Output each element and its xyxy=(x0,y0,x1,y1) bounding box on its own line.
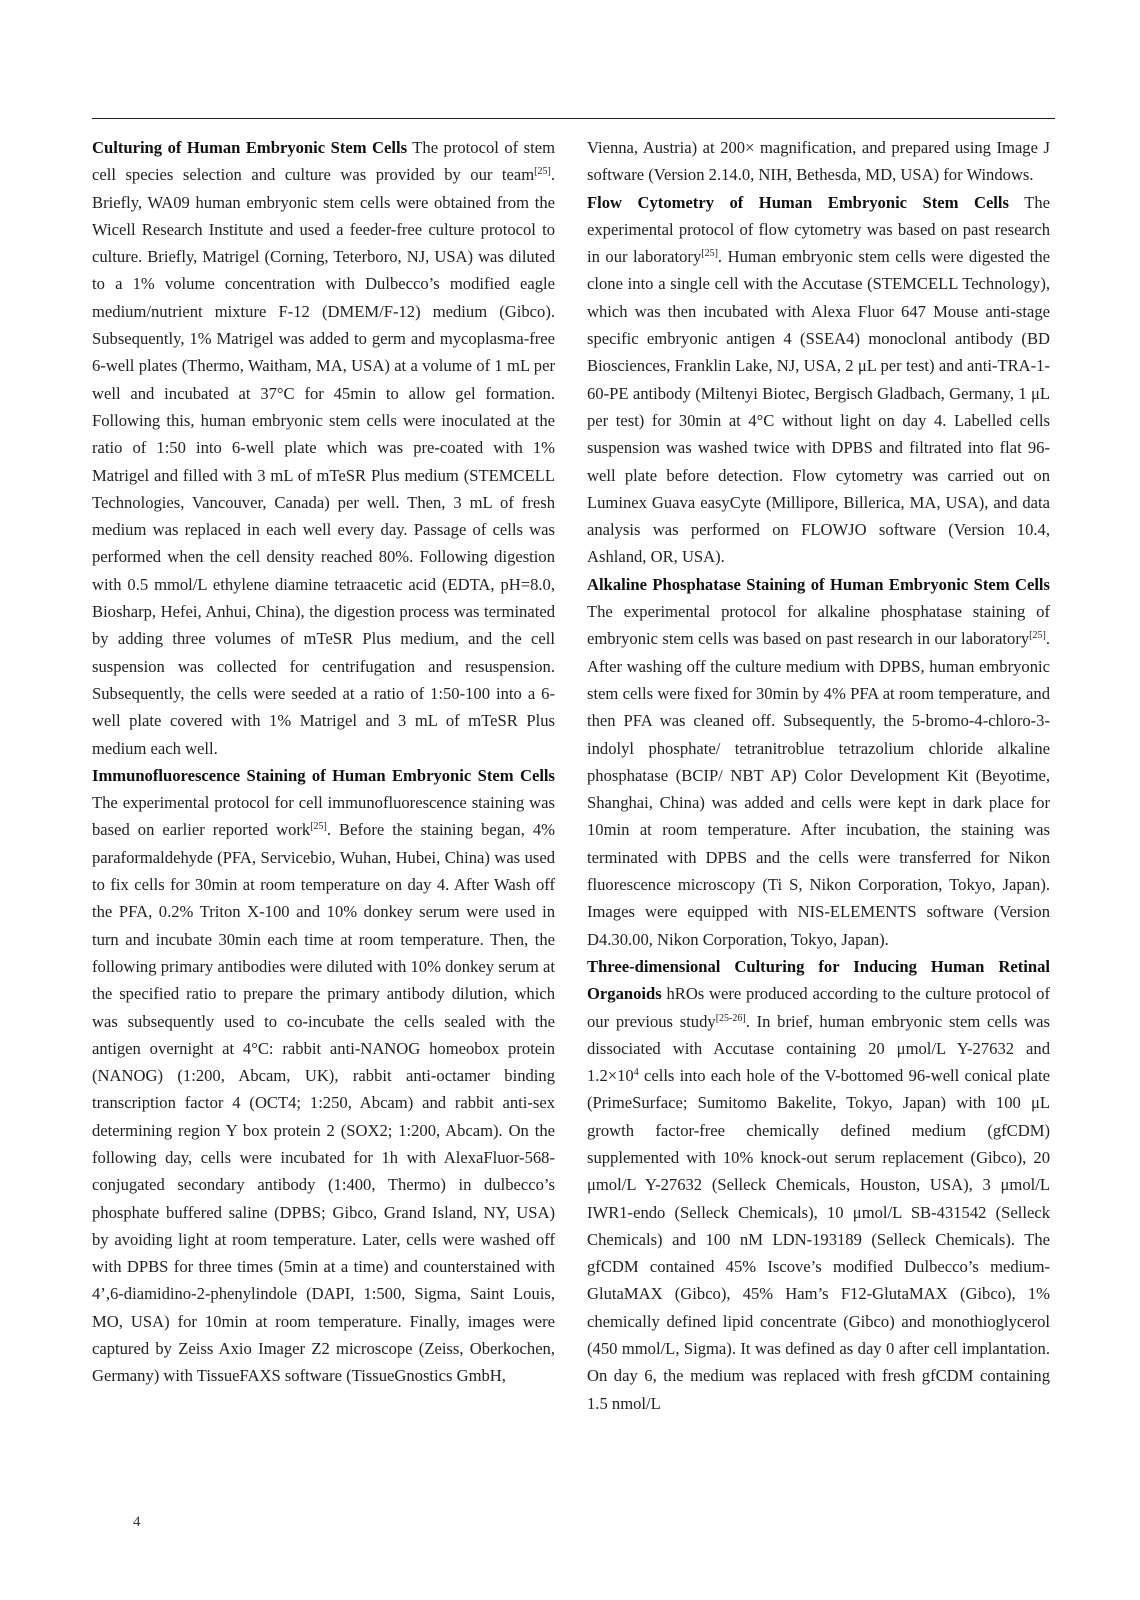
body-text: The experimental protocol for cell immunofluorescence staining was based on earlier reported work xyxy=(92,793,555,840)
section-heading: Alkaline Phosphatase Staining of Human Embryonic Stem Cells xyxy=(587,574,1050,594)
paragraph-continuation: Vienna, Austria) at 200× magnification, and prepared using Image J software (Version 2.14.0, NIH, Bethesda, MD, USA) for Windows. xyxy=(587,138,1050,185)
citation: [25] xyxy=(1029,630,1046,642)
section-heading: Culturing of Human Embryonic Stem Cells xyxy=(92,138,408,157)
header-rule xyxy=(92,118,1055,119)
body-text: The experimental protocol of flow cytometry was based on past research in our laboratory xyxy=(587,192,1050,267)
section-heading: Immunofluorescence Staining of Human Embryonic Stem Cells xyxy=(92,765,555,785)
citation: [25-26] xyxy=(715,1012,746,1024)
body-text: . Before the staining began, 4% paraformaldehyde (PFA, Servicebio, Wuhan, Hubei, China) was used to fix cells for 30min at room temperature on day 4. After Wash off the PFA, 0.2% Triton X-100 and 10% donkey serum were used in turn and incubate 30min each time at room temperature. Then, the following primary antibodies were diluted with 10% donkey serum at the specified ratio to prepare the primary antibody dilution, which was subsequently used to co-incubate the cells sealed with the antigen overnight at 4°C: rabbit anti-NANOG homeobox protein (NANOG) (1:200, Abcam, UK), rabbit anti-octamer binding transcription factor 4 (OCT4; 1:250, Abcam) and rabbit anti-sex determining region Y box protein 2 (SOX2; 1:200, Abcam). On the following day, cells were incubated for 1h with AlexaFluor-568-conjugated secondary antibody (1:400, Thermo) in dulbecco’s phosphate buffered saline (DPBS; Gibco, Grand Island, NY, USA) by avoiding light at room temperature. Later, cells were washed off with DPBS for three times (5min at a time) and counterstained with 4’,6-diamidino-2-phenylindole (DAPI, 1:500, Sigma, Saint Louis, MO, USA) for 10min at room temperature. Finally, images were captured by Zeiss Axio Imager Z2 microscope (Zeiss, Oberkochen, Germany) with TissueFAXS software (TissueGnostics GmbH, xyxy=(92,820,555,1386)
page-number: 4 xyxy=(133,1514,141,1530)
citation: [25] xyxy=(701,248,718,260)
section-heading: Flow Cytometry of Human Embryonic Stem Cells xyxy=(587,192,1009,212)
body-text: . Briefly, WA09 human embryonic stem cells were obtained from the Wicell Research Institute and used a feeder-free culture protocol to culture. Briefly, Matrigel (Corning, Teterboro, NJ, USA) was diluted to a 1% volume concentration with Dulbecco’s modified eagle medium/nutrient mixture F-12 (DMEM/F-12) medium (Gibco). Subsequently, 1% Matrigel was added to germ and mycoplasma-free 6-well plates (Thermo, Waitham, MA, USA) at a volume of 1 mL per well and incubated at 37°C for 45min to allow gel formation. Following this, human embryonic stem cells were inoculated at the ratio of 1:50 into 6-well plate which was pre-coated with 1% Matrigel and filled with 3 mL of mTeSR Plus medium (STEMCELL Technologies, Vancouver, Canada) per well. Then, 3 mL of fresh medium was replaced in each well every day. Passage of cells was performed when the cell density reached 80%. Following digestion with 0.5 mmol/L ethylene diamine tetraacetic acid (EDTA, pH=8.0, Biosharp, Hefei, Anhui, China), the digestion process was terminated by adding three volumes of mTeSR Plus medium, and the cell suspension was collected for centrifugation and resuspension. Subsequently, the cells were seeded at a ratio of 1:50-100 into a 6-well plate covered with 1% Matrigel and 3 mL of mTeSR Plus medium each well. xyxy=(92,165,555,758)
body-text: . Human embryonic stem cells were digested the clone into a single cell with the Accutase (STEMCELL Technology), which was then incubated with Alexa Fluor 647 Mouse anti-stage specific embryonic antigen 4 (SSEA4) monoclonal antibody (BD Biosciences, Franklin Lake, NJ, USA, 2 μL per test) and anti-TRA-1-60-PE antibody (Miltenyi Biotec, Bergisch Gladbach, Germany, 1 μL per test) for 30min at 4°C without light on day 4. Labelled cells suspension was washed twice with DPBS and filtrated into flat 96-well plate before detection. Flow cytometry was carried out on Luminex Guava easyCyte (Millipore, Billerica, MA, USA), and data analysis was performed on FLOWJO software (Version 10.4, Ashland, OR, USA). xyxy=(587,247,1051,567)
paragraph-alkaline-phosphatase xyxy=(587,571,1050,953)
paragraph-immunofluorescence xyxy=(92,762,555,1390)
paragraph-culturing xyxy=(92,134,555,762)
body-text: . In brief, human embryonic stem cells was dissociated with Accutase containing 20 μmol/L Y-27632 and 1.2×10 xyxy=(587,1011,1050,1086)
right-column xyxy=(587,134,1050,1417)
section-heading: Three-dimensional Culturing for Inducing Human Retinal Organoids xyxy=(587,956,1050,1004)
citation: [25] xyxy=(534,166,551,178)
body-text: . After washing off the culture medium with DPBS, human embryonic stem cells were fixed for 30min by 4% PFA at room temperature, and then PFA was cleaned off. Subsequently, the 5-bromo-4-chloro-3-indolyl phosphate/ tetranitroblue tetrazolium chloride alkaline phosphatase (BCIP/ NBT AP) Color Development Kit (Beyotime, Shanghai, China) was added and cells were kept in dark place for 10min at room temperature. After incubation, the staining was terminated with DPBS and the cells were transferred for Nikon fluorescence microscopy (Ti S, Nikon Corporation, Tokyo, Japan). Images were equipped with NIS-ELEMENTS software (Version D4.30.00, Nikon Corporation, Tokyo, Japan). xyxy=(587,629,1050,949)
body-text: cells into each hole of the V-bottomed 96-well conical plate (PrimeSurface; Sumitomo Bakelite, Tokyo, Japan) with 100 μL growth factor-free chemically defined medium (gfCDM) supplemented with 10% knock-out serum replacement (Gibco), 20 μmol/L Y-27632 (Selleck Chemicals, Houston, USA), 3 μmol/L IWR1-endo (Selleck Chemicals), 10 μmol/L SB-431542 (Selleck Chemicals) and 100 nM LDN-193189 (Selleck Chemicals). The gfCDM contained 45% Iscove’s modified Dulbecco’s medium-GlutaMAX (Gibco), 45% Ham’s F12-GlutaMAX (Gibco), 1% chemically defined lipid concentrate (Gibco) and monothioglycerol (450 mmol/L, Sigma). It was defined as day 0 after cell implantation. On day 6, the medium was replaced with fresh gfCDM containing 1.5 nmol/L xyxy=(587,1066,1050,1413)
left-column xyxy=(92,134,555,1390)
paragraph-retinal-organoids xyxy=(587,953,1050,1417)
body-text: hROs were produced according to the culture protocol of our previous study xyxy=(587,984,1050,1031)
paragraph-flow-cytometry xyxy=(587,189,1050,571)
body-text: The experimental protocol for alkaline phosphatase staining of embryonic stem cells was based on past research in our laboratory xyxy=(587,602,1050,649)
citation: [25] xyxy=(310,821,327,833)
body-text: The protocol of stem cell species selection and culture was provided by our team xyxy=(92,138,555,185)
superscript-exponent: 4 xyxy=(633,1067,639,1079)
